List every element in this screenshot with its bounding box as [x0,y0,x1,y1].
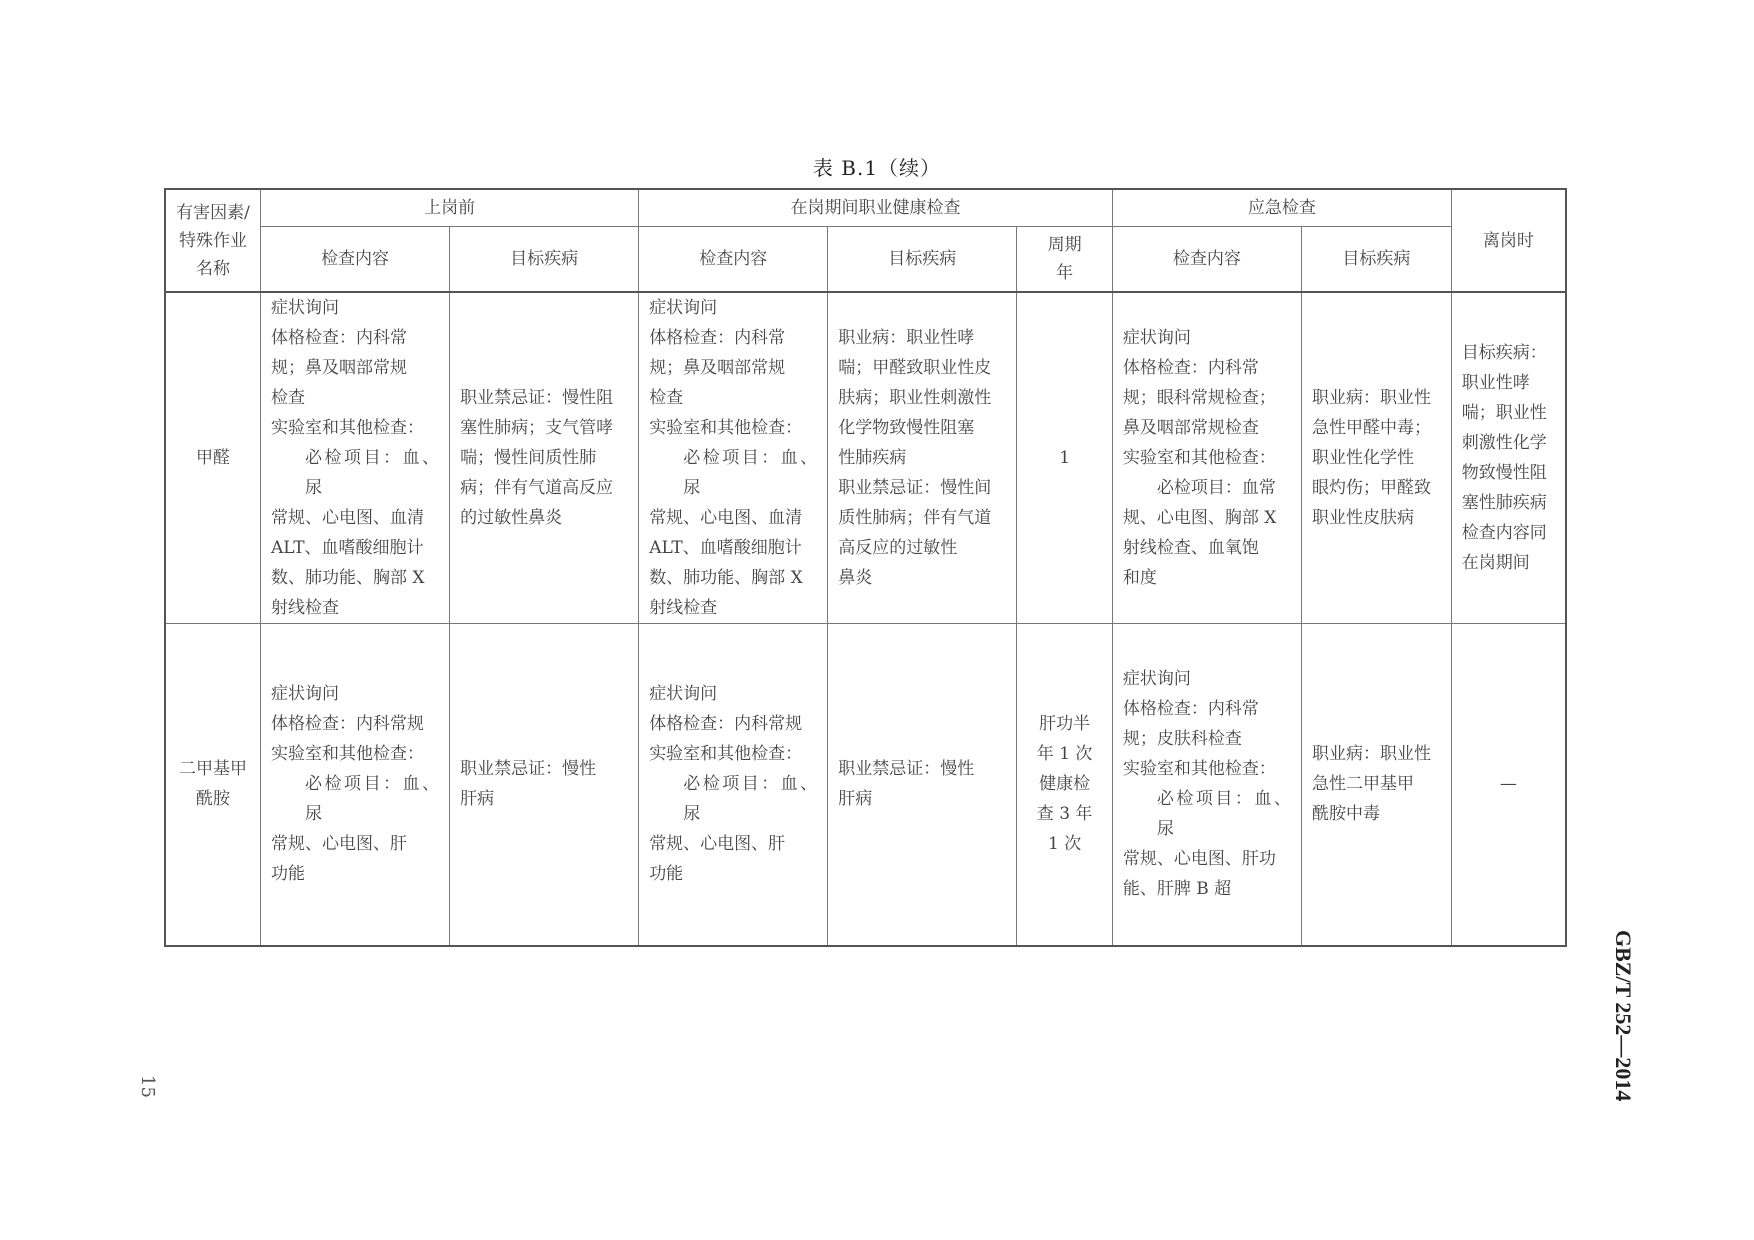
cell-line: 鼻炎 [838,568,873,588]
factor-name [165,292,261,624]
cell-line: 规；皮肤科检查 [1122,729,1242,750]
cell-line: 体格检查：内科常规 [649,714,803,735]
cell-line: 物致慢性阻 [1461,463,1547,483]
cell-line: 症状询问 [1122,328,1191,348]
emergency-content [1112,292,1301,624]
cell-line: 症状询问 [1122,669,1191,690]
cell-line: 职业禁忌证：慢性间 [838,478,992,498]
cell-line: 的过敏性鼻炎 [460,508,563,528]
table-caption: 表 B.1（续） [812,156,942,180]
cell-line: 实验室和其他检查： [649,418,803,438]
cell-line: — [1499,774,1517,795]
cell-line: 健康检 [1039,774,1091,795]
cell-line: 常规、心电图、肝功 [1122,849,1276,870]
cell-line: 在岗期间 [1461,553,1530,573]
cell-line: 射线检查 [649,598,718,618]
cell-line: 喘；职业性 [1461,403,1547,423]
cell-line: 甲醛 [196,448,231,468]
cell-line: 肝病 [838,789,873,810]
cell-line: 酰胺 [196,789,231,810]
header-pre-content: 检查内容 [261,227,450,293]
cell-line: 必检项目：血、尿 [683,774,818,825]
cell-line: 职业病：职业性哮 [838,328,975,348]
cell-line: 1 次 [1047,834,1082,855]
cell-line: ALT、血嗜酸细胞计 [649,538,802,558]
cell-line: 必检项目：血、尿 [1156,789,1291,840]
header-leave: 离岗时 [1451,189,1566,292]
page-number: 15 [137,1075,158,1098]
cell-line: 1 [1059,448,1071,468]
emergency-disease [1301,624,1451,946]
header-em-disease: 目标疾病 [1301,227,1451,293]
cell-line: 检查 [271,388,306,408]
cell-line: 职业禁忌证：慢性 [460,759,597,780]
pre-job-content [261,292,450,624]
cell-line: 常规、心电图、血清 [271,508,425,528]
cell-line: 体格检查：内科常 [1122,358,1259,378]
cell-line: 职业禁忌证：慢性 [838,759,975,780]
cell-line: 实验室和其他检查： [1122,759,1276,780]
cell-line: 症状询问 [271,684,340,705]
emergency-disease [1301,292,1451,624]
health-check-table [164,188,1567,947]
cell-line: 化学物致慢性阻塞 [838,418,975,438]
cell-line: 病；伴有气道高反应 [460,478,614,498]
cell-line: 功能 [649,864,684,885]
pre-job-disease [450,624,639,946]
cell-line: 必检项目：血、尿 [305,448,440,498]
cell-line: 实验室和其他检查： [271,744,425,765]
cell-line: 规；鼻及咽部常规 [649,358,786,378]
cell-line: 症状询问 [649,684,718,705]
cell-line: 眼灼伤；甲醛致 [1311,478,1431,498]
cell-line: 喘；慢性间质性肺 [460,448,597,468]
leave-content [1451,292,1566,624]
cell-line: 症状询问 [271,298,340,318]
cell-line: 刺激性化学 [1461,433,1547,453]
cell-line: 体格检查：内科常 [271,328,408,348]
header-em-content: 检查内容 [1112,227,1301,293]
cell-line: 体格检查：内科常 [649,328,786,348]
leave-content [1451,624,1566,946]
header-pre-disease: 目标疾病 [450,227,639,293]
cell-line: 功能 [271,864,306,885]
header-on-job: 在岗期间职业健康检查 [639,189,1113,227]
emergency-content [1112,624,1301,946]
cell-line: 和度 [1122,568,1157,588]
cell-line: 检查 [649,388,684,408]
cell-line: 性肺疾病 [838,448,907,468]
cell-line: 二甲基甲 [179,759,248,780]
cell-line: 塞性肺疾病 [1461,493,1547,513]
cell-line: 目标疾病： [1461,343,1547,363]
cell-line: 能、肝脾 B 超 [1122,879,1232,900]
cell-line: 规；鼻及咽部常规 [271,358,408,378]
cell-line: 体格检查：内科常 [1122,699,1259,720]
header-on-disease: 目标疾病 [828,227,1017,293]
on-job-cycle [1017,292,1113,624]
cell-line: 数、肺功能、胸部 X [271,568,425,588]
cell-line: 常规、心电图、肝 [649,834,786,855]
cell-line: 塞性肺病；支气管哮 [460,418,614,438]
cell-line: 实验室和其他检查： [1122,448,1276,468]
cell-line: 必检项目：血常 [1156,478,1276,498]
cell-line: 年 1 次 [1036,744,1093,765]
cell-line: 质性肺病；伴有气道 [838,508,992,528]
cell-line: 喘；甲醛致职业性皮 [838,358,992,378]
cell-line: 职业病：职业性 [1311,744,1431,765]
cell-line: 职业性哮 [1461,373,1530,393]
cell-line: 射线检查、血氧饱 [1122,538,1259,558]
cell-line: 体格检查：内科常规 [271,714,425,735]
cell-line: 肤病；职业性刺激性 [838,388,992,408]
cell-line: 规；眼科常规检查； [1122,388,1276,408]
cell-line: 急性二甲基甲 [1311,774,1414,795]
table-row [165,624,1566,946]
cell-line: 射线检查 [271,598,340,618]
pre-job-content [261,624,450,946]
pre-job-disease [450,292,639,624]
cell-line: 职业病：职业性 [1311,388,1431,408]
cell-line: 酰胺中毒 [1311,804,1380,825]
cell-line: 职业性化学性 [1311,448,1414,468]
standard-number: GBZ/T 252—2014 [1611,930,1636,1102]
on-job-cycle [1017,624,1113,946]
cell-line: 职业性皮肤病 [1311,508,1414,528]
cell-line: 数、肺功能、胸部 X [649,568,803,588]
header-pre-job: 上岗前 [261,189,639,227]
cell-line: 规、心电图、胸部 X [1122,508,1277,528]
cell-line: 查 3 年 [1036,804,1093,825]
table-row [165,292,1566,624]
on-job-disease [828,624,1017,946]
cell-line: 常规、心电图、肝 [271,834,408,855]
cell-line: 常规、心电图、血清 [649,508,803,528]
on-job-disease [828,292,1017,624]
cell-line: 肝病 [460,789,495,810]
cell-line: 高反应的过敏性 [838,538,958,558]
cell-line: 症状询问 [649,298,718,318]
on-job-content [639,292,828,624]
cell-line: 肝功半 [1039,714,1091,735]
cell-line: 鼻及咽部常规检查 [1122,418,1259,438]
factor-name [165,624,261,946]
cell-line: 实验室和其他检查： [271,418,425,438]
cell-line: 必检项目：血、尿 [683,448,818,498]
cell-line: 职业禁忌证：慢性阻 [460,388,614,408]
header-cycle: 周期 年 [1017,227,1113,293]
cell-line: 检查内容同 [1461,523,1547,543]
header-on-content: 检查内容 [639,227,828,293]
header-factor: 有害因素/ 特殊作业 名称 [165,189,261,292]
header-emergency: 应急检查 [1112,189,1451,227]
cell-line: 实验室和其他检查： [649,744,803,765]
on-job-content [639,624,828,946]
cell-line: ALT、血嗜酸细胞计 [271,538,424,558]
cell-line: 必检项目：血、尿 [305,774,440,825]
cell-line: 急性甲醛中毒； [1311,418,1431,438]
